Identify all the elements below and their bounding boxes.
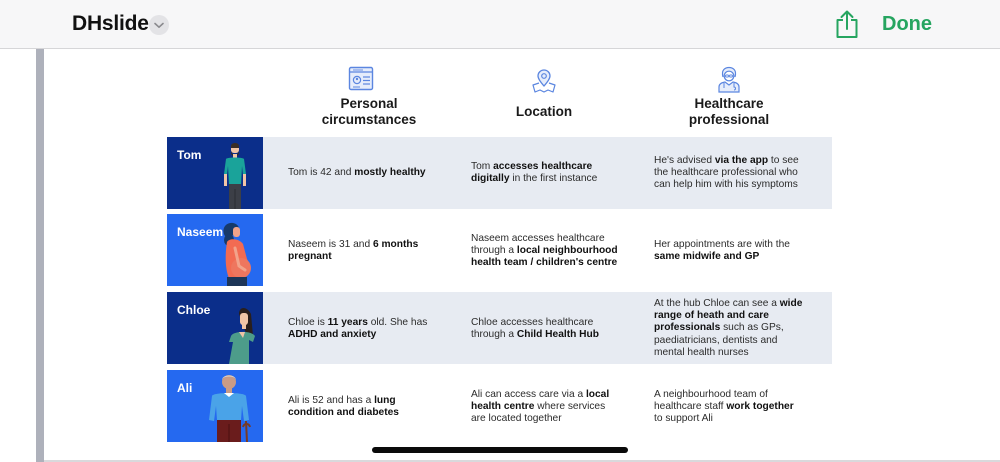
person-tile-ali <box>167 370 263 442</box>
share-icon[interactable] <box>834 9 860 39</box>
cell-location: Naseem accesses healthcare through a local neighbourhood health team / children's centre <box>471 233 618 269</box>
cell-professional: Her appointments are with the same midwife and GP <box>654 239 790 263</box>
doctor-icon <box>716 66 742 94</box>
column-header-professional <box>652 96 806 128</box>
cell-professional: A neighbourhood team of healthcare staff work together to support Ali <box>654 389 794 425</box>
document-title[interactable]: DHslide <box>72 12 149 35</box>
cell-location: Tom accesses healthcare digitally in the first instance <box>471 161 598 185</box>
column-header-line: circumstances <box>321 112 417 127</box>
id-card-icon <box>348 66 374 92</box>
slide-navigator-edge[interactable] <box>36 49 44 462</box>
column-header-location <box>467 104 621 120</box>
cell-personal: Chloe is 11 years old. She has ADHD and anxiety <box>288 317 428 341</box>
column-header-line: professional <box>688 112 770 127</box>
cell-personal: Tom is 42 and mostly healthy <box>288 167 426 178</box>
column-header-line: Healthcare <box>694 96 764 111</box>
table-row-ali <box>167 370 832 442</box>
top-toolbar <box>0 0 1000 49</box>
title-menu-button[interactable] <box>149 15 169 35</box>
home-indicator[interactable] <box>372 447 628 453</box>
column-header-line: Personal <box>340 96 398 111</box>
chevron-down-icon <box>154 22 164 29</box>
person-name: Ali <box>177 381 193 395</box>
person-name: Naseem <box>177 225 224 239</box>
cell-personal: Naseem is 31 and 6 months pregnant <box>288 239 419 263</box>
person-tile-tom <box>167 137 263 209</box>
person-name: Chloe <box>177 303 211 317</box>
table-row-chloe <box>167 292 832 364</box>
cell-professional: He's advised via the app to see the healthcare professional who can help him with his symptoms <box>654 155 799 191</box>
cell-personal: Ali is 52 and has a lung condition and diabetes <box>288 395 399 419</box>
person-tile-naseem <box>167 214 263 286</box>
table-row-tom <box>167 137 832 209</box>
person-tile-chloe <box>167 292 263 364</box>
location-pin-icon <box>531 68 557 94</box>
cell-location: Chloe accesses healthcare through a Child Health Hub <box>471 317 599 341</box>
done-button[interactable]: Done <box>882 13 932 35</box>
person-name: Tom <box>177 148 202 162</box>
cell-location: Ali can access care via a local health centre where services are located together <box>471 389 610 425</box>
cell-professional: At the hub Chloe can see a wide range of heath and care professionals such as GPs, paediatricians, dentists and mental health nurses <box>654 298 803 358</box>
table-row-naseem <box>167 214 832 286</box>
column-header-line: Location <box>515 104 573 119</box>
column-header-personal <box>292 96 446 128</box>
